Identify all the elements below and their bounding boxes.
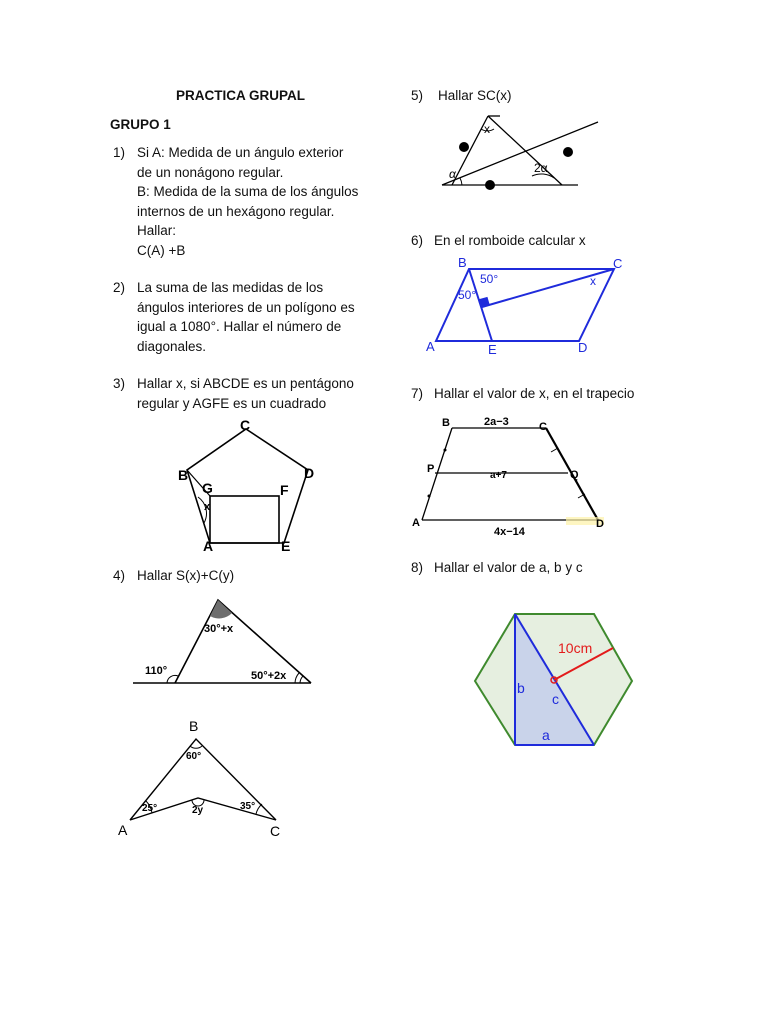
tick-mark-right-1: [551, 448, 558, 452]
label-top-base: 2a−3: [484, 416, 509, 428]
figure-6-romboide: [424, 253, 634, 358]
vertex-label-a: A: [426, 339, 435, 354]
problem-1-number: 1): [113, 145, 126, 160]
figure-7-trapecio: [408, 410, 618, 540]
vertex-label-c: C: [270, 823, 281, 839]
vertex-label-q: Q: [570, 469, 579, 481]
problem-5-number: 5): [411, 88, 424, 103]
problem-4-number: 4): [113, 568, 126, 583]
angle-label-x: x: [204, 501, 211, 513]
right-angle-arc: [295, 673, 299, 683]
problem-5-line: Hallar SC(x): [438, 88, 512, 103]
label-b: b: [517, 680, 525, 696]
vertex-label-g: G: [202, 480, 213, 496]
right-side: [488, 116, 562, 185]
vertex-label-d: D: [596, 518, 604, 530]
triangle-sides: [175, 600, 311, 683]
vertex-label-f: F: [280, 482, 289, 498]
figure-5-lines: [432, 108, 612, 193]
angle-label-2alpha: 2α: [534, 161, 548, 175]
angle-arc-alpha: [460, 178, 462, 185]
figure-8-hexagon: [468, 608, 643, 753]
vertex-label-p: P: [427, 463, 435, 475]
tick-mark-left-1: [444, 449, 447, 452]
tick-dot-left: [459, 142, 469, 152]
vertex-label-b: B: [442, 417, 450, 429]
tick-dot-right: [563, 147, 573, 157]
vertex-label-a: A: [203, 538, 214, 554]
problem-1-line: Si A: Medida de un ángulo exterior: [137, 145, 344, 160]
angle-label-x: x: [590, 274, 596, 288]
angle-label-50-left: 50°: [458, 288, 477, 302]
problem-1-line: Hallar:: [137, 223, 177, 238]
right-angle-arc-2: [300, 676, 303, 683]
vertex-label-a: A: [412, 517, 420, 529]
vertex-label-e: E: [281, 538, 291, 554]
label-bottom-base: 4x−14: [494, 526, 525, 538]
angle-label-alpha: α: [449, 167, 456, 181]
problem-1-line: de un nonágono regular.: [137, 165, 284, 180]
label-a: a: [542, 727, 550, 743]
problem-3-number: 3): [113, 376, 126, 391]
right-angle-arc: [256, 804, 262, 814]
vertex-label-b: B: [458, 255, 467, 270]
problem-8-number: 8): [411, 560, 424, 575]
transversal: [442, 122, 598, 185]
label-c: c: [552, 691, 559, 707]
label-10cm: 10cm: [558, 640, 593, 656]
problem-4-line: Hallar S(x)+C(y): [137, 568, 235, 583]
problem-1-line: B: Medida de la suma de los ángulos: [137, 184, 359, 199]
angle-label-right: 35°: [240, 801, 256, 812]
problem-1-line: C(A) +B: [137, 243, 186, 258]
problem-2-line: diagonales.: [137, 339, 207, 354]
vertex-label-b: B: [189, 718, 199, 734]
top-angle-arc: [190, 746, 202, 748]
vertex-label-b: B: [178, 467, 189, 483]
left-side: [452, 116, 488, 185]
vertex-label-d: D: [578, 340, 588, 355]
problem-1-line: internos de un hexágono regular.: [137, 204, 335, 219]
vertex-label-e: E: [488, 342, 497, 357]
angle-label-left: 25°: [142, 803, 158, 814]
problem-7-line: Hallar el valor de x, en el trapecio: [434, 386, 635, 401]
tick-mark-left-2: [428, 495, 431, 498]
problem-3-line: regular y AGFE es un cuadrado: [137, 396, 327, 411]
parallelogram: [436, 269, 614, 341]
angle-label-50-top: 50°: [480, 272, 499, 286]
problem-2-line: La suma de las medidas de los: [137, 280, 324, 295]
figure-4a-triangle: [125, 590, 320, 690]
vertex-label-c: C: [240, 417, 251, 433]
problem-6-line: En el romboide calcular x: [434, 233, 586, 248]
problem-2-line: ángulos interiores de un polígono es: [137, 300, 355, 315]
square-outline: [210, 496, 279, 543]
vertex-label-d: D: [304, 465, 315, 481]
page-title: PRACTICA GRUPAL: [176, 88, 305, 103]
problem-6-number: 6): [411, 233, 424, 248]
angle-label-right: 50°+2x: [251, 670, 287, 682]
vertex-label-c: C: [539, 421, 547, 433]
angle-label-mid: 2y: [192, 805, 204, 816]
tick-dot-bottom: [485, 180, 495, 190]
figure-3-pentagon: [170, 415, 330, 555]
angle-label-exterior: 110°: [145, 665, 168, 677]
angle-label-top: 60°: [186, 751, 202, 762]
vertex-label-a: A: [118, 822, 128, 838]
angle-label-x: x: [484, 122, 490, 136]
figure-4b-shape: [112, 715, 292, 840]
group-heading: GRUPO 1: [110, 117, 171, 132]
problem-7-number: 7): [411, 386, 424, 401]
problem-2-line: igual a 1080°. Hallar el número de: [137, 319, 342, 334]
problem-2-number: 2): [113, 280, 126, 295]
label-mid-segment: a+7: [490, 470, 507, 481]
problem-8-line: Hallar el valor de a, b y c: [434, 560, 583, 575]
angle-label-top: 30°+x: [204, 623, 234, 635]
problem-3-line: Hallar x, si ABCDE es un pentágono: [137, 376, 354, 391]
vertex-label-c: C: [613, 256, 623, 271]
